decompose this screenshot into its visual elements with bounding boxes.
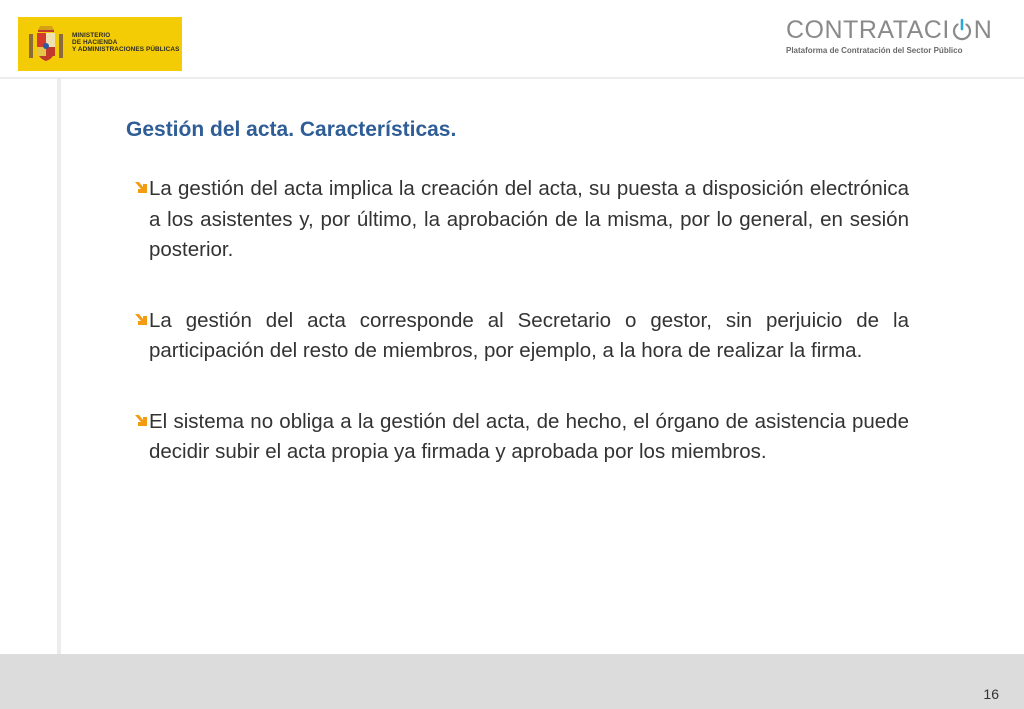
brand-title-part1: CONTRATACI bbox=[786, 16, 950, 44]
slide-header bbox=[0, 0, 1024, 78]
bullet-text: La gestión del acta implica la creación del acta, su puesta a disposición electrónica a los asistentes y, por último, la aprobación de la misma, por lo general, en sesión posterior. bbox=[149, 177, 909, 261]
bullet-item bbox=[133, 306, 909, 367]
page-number: 16 bbox=[983, 686, 999, 702]
bullet-item bbox=[133, 174, 909, 266]
coat-of-arms-icon bbox=[26, 24, 66, 64]
orange-arrow-icon bbox=[133, 413, 149, 429]
ministry-name: MINISTERIO DE HACIENDA Y ADMINISTRACIONES PÚBLICAS bbox=[72, 32, 180, 54]
bullet-list bbox=[133, 174, 909, 508]
header-divider bbox=[0, 77, 1024, 79]
ministry-logo bbox=[18, 17, 182, 71]
bullet-text: La gestión del acta corresponde al Secretario o gestor, sin perjuicio de la participación del resto de miembros, por ejemplo, a la hora de realizar la firma. bbox=[149, 308, 909, 362]
brand-title bbox=[786, 16, 1006, 44]
slide-footer bbox=[0, 654, 1024, 709]
left-accent-bar bbox=[57, 78, 61, 654]
power-icon bbox=[951, 18, 973, 42]
orange-arrow-icon bbox=[133, 312, 149, 328]
bullet-item bbox=[133, 407, 909, 468]
orange-arrow-icon bbox=[133, 180, 149, 196]
contratacion-logo bbox=[786, 16, 1006, 55]
bullet-text: El sistema no obliga a la gestión del acta, de hecho, el órgano de asistencia puede decidir subir el acta propia ya firmada y aprobada por los miembros. bbox=[149, 409, 909, 463]
brand-subtitle: Plataforma de Contratación del Sector Público bbox=[786, 46, 963, 55]
slide-title: Gestión del acta. Características. bbox=[126, 118, 457, 141]
brand-title-part2: N bbox=[973, 16, 993, 44]
